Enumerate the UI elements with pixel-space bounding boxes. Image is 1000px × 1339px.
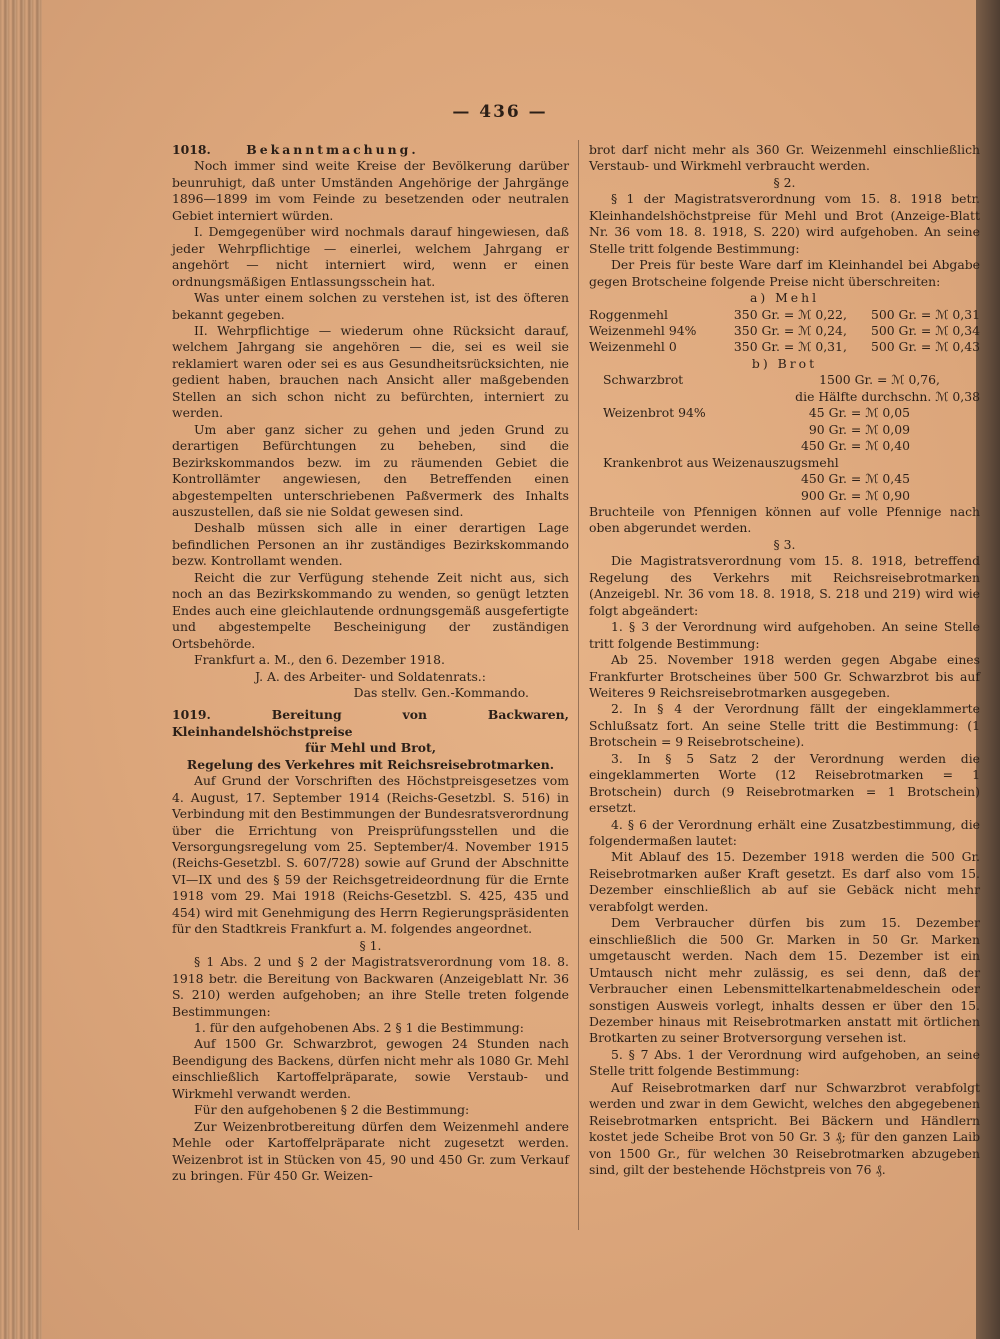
paragraph: Bruchteile von Pfennigen können auf volle Pfennige nach oben abgerundet werden. [589, 503, 980, 536]
paragraph: II. Wehrpflichtige — wiederum ohne Rücksicht darauf, welchem Jahrgang sie angehören — die, sei es weil sie reklamiert waren oder sei es aus Gesundheitsrücksichten, nie gedient haben, brauchen nach Ansicht aller maßgebenden Stellen an sich schon nicht zu befürchten, interniert zu werden. [172, 322, 569, 421]
price-value: 350 Gr. = ℳ 0,22, [733, 306, 847, 322]
price-value: 350 Gr. = ℳ 0,24, [733, 322, 847, 338]
paragraph: Auf 1500 Gr. Schwarzbrot, gewogen 24 Stunden nach Beendigung des Backens, dürfen nicht mehr als 1080 Gr. Mehl einschließlich Kartoffelpräparate, sowie Verstaub- und Wirkmehl verwandt werden. [172, 1036, 569, 1101]
price-value: 450 Gr. = ℳ 0,40 [800, 438, 910, 454]
notice-title: Bekanntmachung. [246, 142, 419, 157]
notice-1018-heading [172, 142, 569, 158]
product-name: Roggenmehl [589, 306, 668, 322]
left-column [172, 142, 569, 1185]
paragraph: Um aber ganz sicher zu gehen und jeden Grund zu derartigen Befürchtungen zu beheben, sind die Bezirkskommandos bezw. im zu räumenden Gebiet die Kontrollämter angewiesen, den Betreffenden einen abgestempelten unterschriebenen Paßvermerk des Inhalts auszustellen, daß sie nie Soldat gewesen sind. [172, 421, 569, 519]
table-row [589, 323, 980, 339]
paragraph: Reicht die zur Verfügung stehende Zeit nicht aus, sich noch an das Bezirkskommando zu wenden, so genügt letzten Endes auch eine gleichlautende ordnungsgemäß ausgefertigte und abgestempelte Bescheinigung der zuständigen Ortsbehörde. [172, 569, 569, 651]
table-row [589, 438, 980, 454]
section-heading: § 3. [773, 536, 796, 552]
notice-1019-subheading: für Mehl und Brot, [304, 740, 437, 756]
section-heading: § 1. [359, 937, 382, 953]
price-value: 350 Gr. = ℳ 0,31, [733, 339, 847, 355]
date-line: Frankfurt a. M., den 6. Dezember 1918. [194, 652, 445, 668]
signature-authority: Das stellv. Gen.-Kommando. [353, 684, 529, 700]
paragraph: Zur Weizenbrotbereitung dürfen dem Weizenmehl andere Mehle oder Kartoffelpräparate nicht zugesetzt werden. Weizenbrot ist in Stücken von 45, 90 und 450 Gr. zum Verkauf zu bringen. Für 450 Gr. Weizen- [172, 1118, 569, 1184]
paragraph: 1. für den aufgehobenen Abs. 2 § 1 die Bestimmung: [194, 1020, 524, 1036]
product-name: Weizenmehl 0 [589, 339, 677, 355]
product-name: Krankenbrot aus Weizenauszugsmehl [603, 454, 839, 470]
paragraph: Dem Verbraucher dürfen bis zum 15. Dezember einschließlich die 500 Gr. Marken in 50 Gr. Marken umgetauscht werden. Nach dem 15. Dezember ist ein Umtausch nicht mehr zulässig, es sei denn, daß der Verbraucher einen Lebensmittelkartenabmeldeschein oder sonstigen Ausweis vorlegt, inhalts dessen er über den 15. Dezember hinaus mit Reisebrotmarken anstatt mit örtlichen Brotkarten zu seiner Brotversorgung versehen ist. [589, 915, 980, 1046]
table-row [589, 422, 980, 438]
paragraph: § 1 Abs. 2 und § 2 der Magistratsverordnung vom 18. 8. 1918 betr. die Bereitung von Backwaren (Anzeigeblatt Nr. 36 S. 210) werden aufgehoben; an ihre Stelle treten folgende Bestimmungen: [172, 954, 569, 1019]
paragraph: Ab 25. November 1918 werden gegen Abgabe eines Frankfurter Brotscheines über 500 Gr. Schwarzbrot bis auf Weiteres 9 Reichsreisebrotmarken ausgegeben. [589, 652, 980, 700]
paragraph: I. Demgegenüber wird nochmals darauf hingewiesen, daß jeder Wehrpflichtige — einerlei, welchem Jahrgang er angehört — nicht interniert wird, wenn er einen ordnungsmäßigen Entlassungsschein hat. [172, 224, 569, 289]
notice-1019-heading: 1019. Bereitung von Backwaren, Kleinhandelshöchstpreise [172, 707, 569, 739]
paragraph: § 1 der Magistratsverordnung vom 15. 8. 1918 betr. Kleinhandelshöchstpreise für Mehl und Brot (Anzeige-Blatt Nr. 36 vom 18. 8. 1918, S. 220) wird aufgehoben. An seine Stelle tritt folgende Bestimmung: [589, 191, 980, 256]
paragraph: Mit Ablauf des 15. Dezember 1918 werden die 500 Gr. Reisebrotmarken außer Kraft gesetzt. Es darf also vom 15. Dezember einschließlich ab auf sie Gebäck nicht mehr verabfolgt werden. [589, 849, 980, 914]
table-row [589, 455, 980, 471]
price-heading-flour: a) Mehl [749, 290, 820, 306]
price-value: 1500 Gr. = ℳ 0,76, [819, 372, 940, 388]
paragraph: Auf Reisebrotmarken darf nur Schwarzbrot verabfolgt werden und zwar in dem Gewicht, welches den abgegebenen Reisebrotmarken entspricht. Bei Bäckern und Händlern kostet jede Scheibe Brot von 50 Gr. 3 ₰; für den ganzen Laib von 1500 Gr., für welchen 30 Reisebrotmarken abzugeben sind, gilt der bestehende Höchstpreis von 76 ₰. [589, 1079, 980, 1178]
signature-line: J. A. des Arbeiter- und Soldatenrats.: [255, 668, 486, 684]
page-number: — 436 — [452, 102, 548, 122]
paragraph: 1. § 3 der Verordnung wird aufgehoben. An seine Stelle tritt folgende Bestimmung: [589, 619, 980, 651]
flour-price-table [589, 307, 980, 356]
product-name: Weizenmehl 94% [589, 322, 697, 338]
price-value: 450 Gr. = ℳ 0,45 [800, 471, 910, 487]
paragraph: 4. § 6 der Verordnung erhält eine Zusatzbestimmung, die folgendermaßen lautet: [589, 816, 980, 849]
price-value: 500 Gr. = ℳ 0,31 [870, 306, 980, 322]
price-value: 45 Gr. = ℳ 0,05 [808, 405, 910, 421]
paragraph: Noch immer sind weite Kreise der Bevölkerung darüber beunruhigt, daß unter Umständen Angehörige der Jahrgänge 1896—1899 im vom Feinde zu besetzenden oder neutralen Gebiet interniert würden. [172, 158, 569, 223]
paragraph: Der Preis für beste Ware darf im Kleinhandel bei Abgabe gegen Brotscheine folgende Preise nicht überschreiten: [589, 257, 980, 289]
table-row [589, 405, 980, 421]
paragraph: brot darf nicht mehr als 360 Gr. Weizenmehl einschließlich Verstaub- und Wirkmehl verbraucht werden. [589, 142, 980, 174]
column-divider [578, 140, 579, 1230]
price-value: 900 Gr. = ℳ 0,90 [800, 487, 910, 503]
table-row [589, 471, 980, 487]
price-heading-bread: b) Brot [751, 355, 818, 371]
price-value: 500 Gr. = ℳ 0,34 [870, 322, 980, 338]
right-column [589, 142, 980, 1179]
notice-1019-subheading: Regelung des Verkehres mit Reichsreisebrotmarken. [186, 756, 555, 772]
notice-number: 1018. [172, 142, 211, 157]
paragraph: Für den aufgehobenen § 2 die Bestimmung: [194, 1102, 470, 1118]
product-name: Weizenbrot 94% [603, 405, 706, 421]
bread-price-table [589, 372, 980, 504]
paragraph: 5. § 7 Abs. 1 der Verordnung wird aufgehoben, an seine Stelle tritt folgende Bestimmung: [589, 1046, 980, 1079]
section-heading: § 2. [773, 174, 796, 190]
price-value: 90 Gr. = ℳ 0,09 [808, 421, 910, 437]
table-row [589, 339, 980, 355]
paragraph: Was unter einem solchen zu verstehen ist, ist des öfteren bekannt gegeben. [172, 290, 569, 322]
table-row [589, 372, 980, 388]
price-value: 500 Gr. = ℳ 0,43 [870, 339, 980, 355]
paragraph: Auf Grund der Vorschriften des Höchstpreisgesetzes vom 4. August, 17. September 1914 (Reichs-Gesetzbl. S. 516) in Verbindung mit den Bestimmungen der Bundesratsverordnung über die Errichtung von Preisprüfungsstellen und die Versorgungsregelung vom 25. September/4. November 1915 (Reichs-Gesetzbl. S. 607/728) sowie auf Grund der Abschnitte VI—IX und des § 59 der Reichsgetreideordnung für die Ernte 1918 vom 29. Mai 1918 (Reichs-Gesetzbl. S. 425, 435 und 454) wird mit Genehmigung des Herrn Regierungspräsidenten für den Stadtkreis Frankfurt a. M. folgendes angeordnet. [172, 773, 569, 937]
product-name: Schwarzbrot [603, 372, 684, 388]
table-row [589, 389, 980, 405]
stacked-page-edges [0, 0, 42, 1339]
paragraph: 3. In § 5 Satz 2 der Verordnung werden die eingeklammerten Worte (12 Reisebrotmarken = 1 Brotschein) durch (9 Reisebrotmarken = 1 Brotschein) ersetzt. [589, 750, 980, 816]
paragraph: Die Magistratsverordnung vom 15. 8. 1918, betreffend Regelung des Verkehrs mit Reichsreisebrotmarken (Anzeigebl. Nr. 36 vom 18. 8. 1918, S. 218 und 219) wird wie folgt abgeändert: [589, 553, 980, 618]
table-row [589, 307, 980, 323]
paragraph: Deshalb müssen sich alle in einer derartigen Lage befindlichen Personen an ihr zuständiges Bezirkskommando bezw. Kontrollamt wenden. [172, 520, 569, 569]
table-row [589, 488, 980, 504]
price-value: die Hälfte durchschn. ℳ 0,38 [795, 388, 980, 404]
paragraph: 2. In § 4 der Verordnung fällt der eingeklammerte Schlußsatz fort. An seine Stelle tritt die Bestimmung: (1 Brotschein = 9 Reisebrotscheine). [589, 701, 980, 750]
